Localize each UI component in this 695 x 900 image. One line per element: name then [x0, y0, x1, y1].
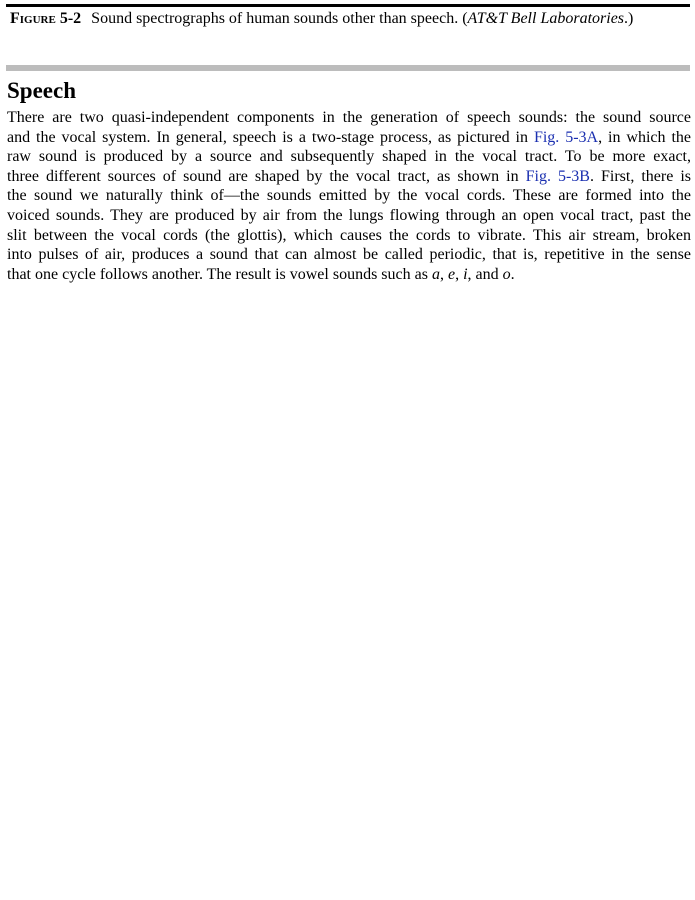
line-text: the sound we naturally think of—the sounds emitted by the vocal cords. These are formed into the: [7, 187, 691, 205]
caption-close: .): [624, 10, 634, 27]
separator: ,: [439, 265, 448, 283]
line-text: that one cycle follows another. The result is vowel sounds such as: [7, 265, 432, 283]
line-text: . First, there is: [589, 167, 691, 185]
separator: , and: [467, 265, 503, 283]
sentence-end: .: [510, 265, 515, 283]
line-text: voiced sounds. They are produced by air from the lungs flowing through an open vocal tract, past the: [7, 206, 691, 224]
vowel-e: e: [447, 265, 456, 283]
paragraph-line: [7, 206, 691, 226]
line-text: into pulses of air, produces a sound that can almost be called periodic, that is, repetitive in the sense: [7, 246, 691, 264]
line-text: and the vocal system. In general, speech is a two-stage process, as pictured in: [7, 128, 534, 146]
paragraph-line: [7, 167, 691, 187]
figure-caption: [10, 9, 690, 29]
caption-credit: AT&T Bell Laboratories: [467, 10, 625, 27]
section-divider: [6, 65, 690, 71]
vowel-o: o: [502, 265, 511, 283]
separator: ,: [455, 265, 464, 283]
vowel-a: a: [431, 265, 440, 283]
caption-text: Sound spectrographs of human sounds other than speech. (: [91, 10, 468, 27]
paragraph-line: [7, 147, 691, 167]
line-text: There are two quasi-independent components in the generation of speech sounds: the sound source: [7, 109, 691, 126]
paragraph-line: [7, 186, 691, 206]
line-text: slit between the vocal cords (the glottis), which causes the cords to vibrate. This air stream, broken: [7, 226, 691, 244]
paragraph-line: [7, 128, 691, 148]
section-title: Speech: [7, 78, 76, 103]
paragraph-line: [7, 265, 691, 285]
figure-number: 5-2: [59, 10, 82, 27]
line-text: , in which the: [598, 128, 692, 146]
paragraph-line: [7, 226, 691, 246]
paragraph-line: [7, 108, 691, 128]
vowel-i: i: [463, 265, 468, 283]
line-text: three different sources of sound are shaped by the vocal tract, as shown in: [7, 167, 526, 185]
fig-5-3b-link[interactable]: Fig. 5-3B: [525, 167, 590, 185]
line-text: raw sound is produced by a source and subsequently shaped in the vocal tract. To be more exact,: [7, 148, 691, 166]
fig-5-3a-link[interactable]: Fig. 5-3A: [533, 128, 599, 146]
body-paragraph: [7, 108, 691, 284]
paragraph-line: [7, 245, 691, 265]
figure-label: Figure: [10, 10, 56, 27]
top-rule: [6, 4, 690, 7]
